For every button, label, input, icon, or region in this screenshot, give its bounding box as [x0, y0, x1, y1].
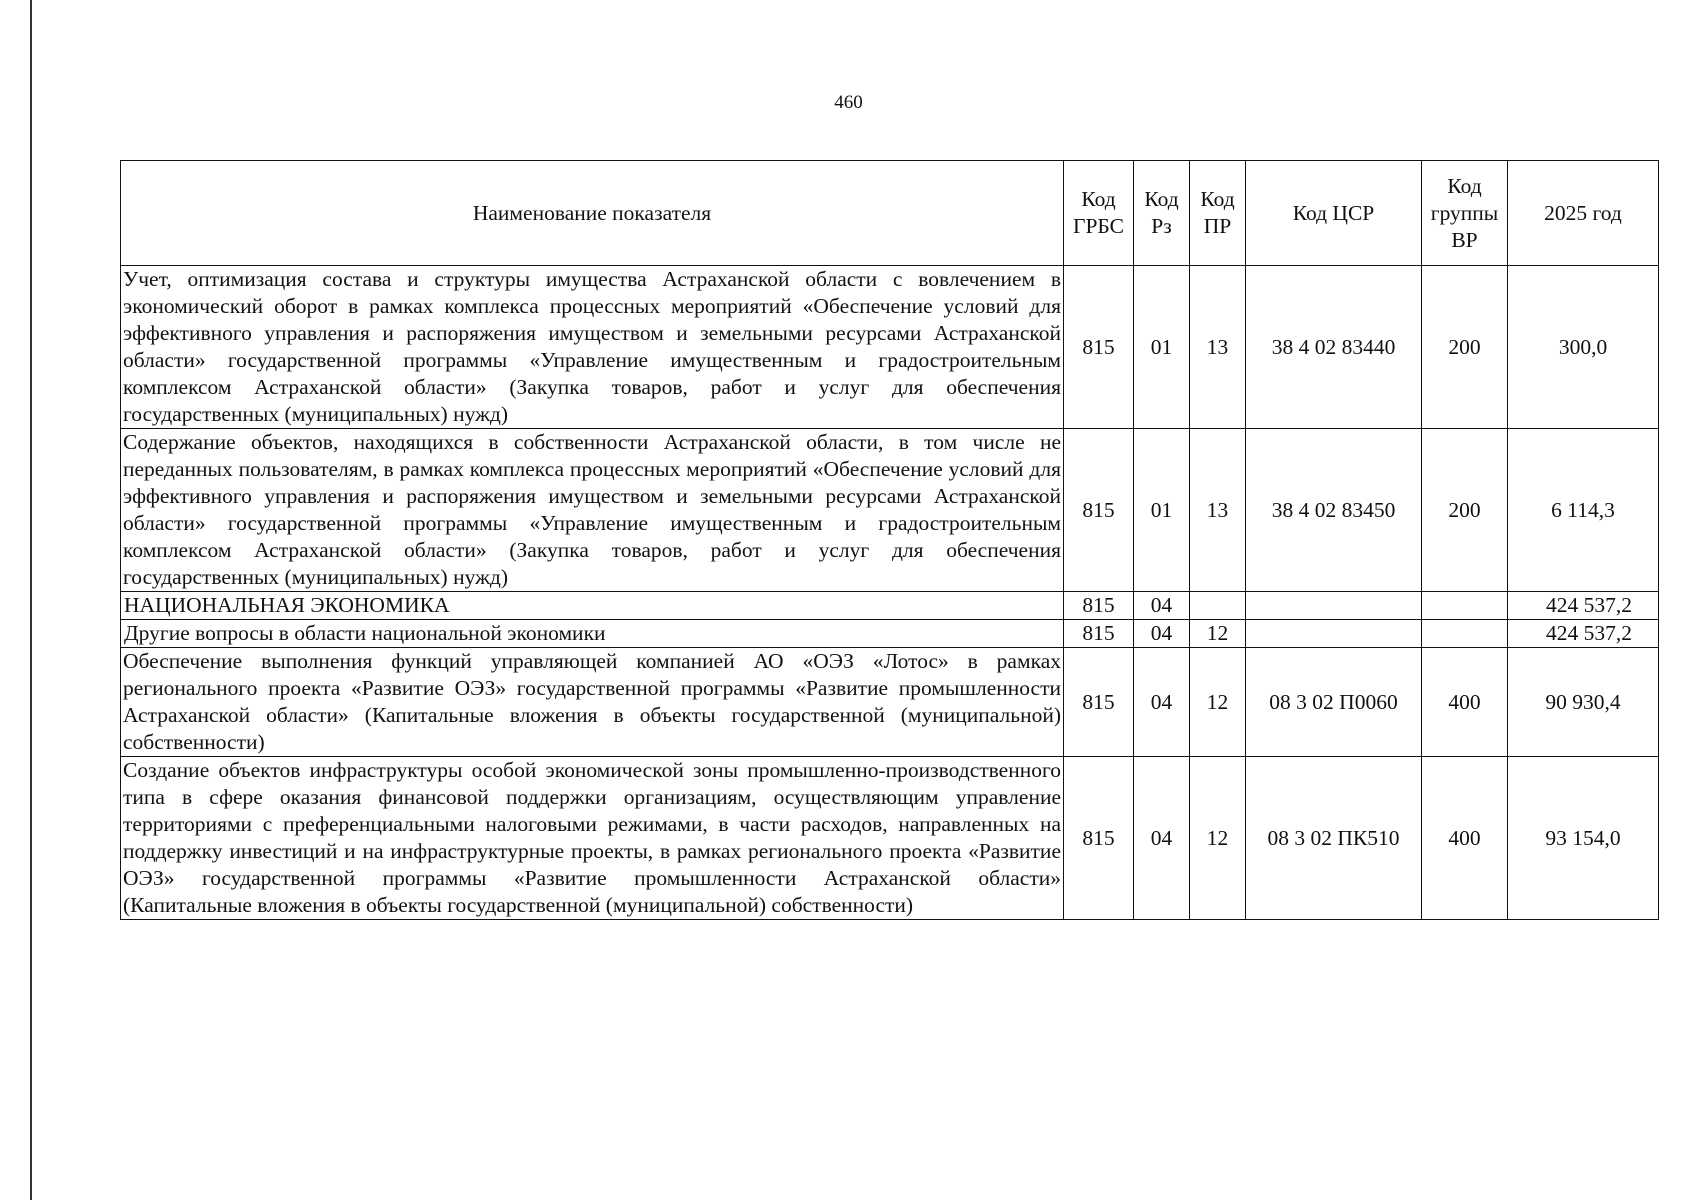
row-vr: 400: [1422, 757, 1508, 920]
row-csr: [1246, 620, 1422, 648]
row-amount: 424 537,2: [1508, 620, 1659, 648]
row-pr: 12: [1190, 648, 1246, 757]
row-grbs: 815: [1064, 266, 1134, 429]
table-row: [121, 757, 1659, 920]
table-row: [121, 266, 1659, 429]
row-name: Обеспечение выполнения функций управляющей компанией АО «ОЭЗ «Лотос» в рамках регионального проекта «Развитие ОЭЗ» государственной программы «Развитие промышленности Астраханской области» (Капитальные вложения в объекты государственной (муниципальной) собственности): [121, 648, 1064, 757]
row-grbs: 815: [1064, 620, 1134, 648]
row-name: Содержание объектов, находящихся в собственности Астраханской области, в том числе не переданных пользователям, в рамках комплекса процессных мероприятий «Обеспечение условий для эффективного управления и распоряжения имуществом и земельными ресурсами Астраханской области» государственной программы «Управление имущественным и градостроительным комплексом Астраханской области» (Закупка товаров, работ и услуг для обеспечения государственных (муниципальных) нужд): [121, 429, 1064, 592]
row-rz: 01: [1134, 429, 1190, 592]
row-csr: 38 4 02 83440: [1246, 266, 1422, 429]
row-name: Учет, оптимизация состава и структуры имущества Астраханской области с вовлечением в экономический оборот в рамках комплекса процессных мероприятий «Обеспечение условий для эффективного управления и распоряжения имуществом и земельными ресурсами Астраханской области» государственной программы «Управление имущественным и градостроительным комплексом Астраханской области» (Закупка товаров, работ и услуг для обеспечения государственных (муниципальных) нужд): [121, 266, 1064, 429]
table-row: [121, 429, 1659, 592]
header-csr: Код ЦСР: [1246, 161, 1422, 266]
row-vr: 200: [1422, 266, 1508, 429]
row-csr: 38 4 02 83450: [1246, 429, 1422, 592]
page-number: 460: [834, 92, 863, 113]
row-pr: 13: [1190, 429, 1246, 592]
table-header-row: [121, 161, 1659, 266]
row-pr: [1190, 592, 1246, 620]
header-name: Наименование показателя: [121, 161, 1064, 266]
row-amount: 90 930,4: [1508, 648, 1659, 757]
row-csr: [1246, 592, 1422, 620]
row-vr: [1422, 620, 1508, 648]
scan-edge-line: [30, 0, 32, 1200]
header-pr: Код ПР: [1190, 161, 1246, 266]
table-row: [121, 620, 1659, 648]
row-vr: 200: [1422, 429, 1508, 592]
header-grbs: Код ГРБС: [1064, 161, 1134, 266]
row-name: Другие вопросы в области национальной экономики: [121, 620, 1064, 648]
row-name: НАЦИОНАЛЬНАЯ ЭКОНОМИКА: [121, 592, 1064, 620]
header-vr: Код группы ВР: [1422, 161, 1508, 266]
row-pr: 12: [1190, 757, 1246, 920]
row-csr: 08 3 02 П0060: [1246, 648, 1422, 757]
row-pr: 12: [1190, 620, 1246, 648]
row-pr: 13: [1190, 266, 1246, 429]
row-amount: 6 114,3: [1508, 429, 1659, 592]
header-rz: Код Рз: [1134, 161, 1190, 266]
row-name: Создание объектов инфраструктуры особой экономической зоны промышленно-производственного типа в сфере оказания финансовой поддержки организациям, осуществляющим управление территориями с преференциальными налоговыми режимами, в части расходов, направленных на поддержку инвестиций и на инфраструктурные проекты, в рамках регионального проекта «Развитие ОЭЗ» государственной программы «Развитие промышленности Астраханской области» (Капитальные вложения в объекты государственной (муниципальной) собственности): [121, 757, 1064, 920]
row-rz: 04: [1134, 592, 1190, 620]
table-row: [121, 592, 1659, 620]
row-amount: 93 154,0: [1508, 757, 1659, 920]
row-grbs: 815: [1064, 757, 1134, 920]
row-rz: 04: [1134, 620, 1190, 648]
row-rz: 04: [1134, 648, 1190, 757]
header-year: 2025 год: [1508, 161, 1659, 266]
row-csr: 08 3 02 ПК510: [1246, 757, 1422, 920]
row-rz: 01: [1134, 266, 1190, 429]
row-rz: 04: [1134, 757, 1190, 920]
row-amount: 424 537,2: [1508, 592, 1659, 620]
budget-table: [120, 160, 1659, 920]
row-grbs: 815: [1064, 648, 1134, 757]
row-grbs: 815: [1064, 592, 1134, 620]
row-grbs: 815: [1064, 429, 1134, 592]
row-vr: [1422, 592, 1508, 620]
row-vr: 400: [1422, 648, 1508, 757]
row-amount: 300,0: [1508, 266, 1659, 429]
table-row: [121, 648, 1659, 757]
